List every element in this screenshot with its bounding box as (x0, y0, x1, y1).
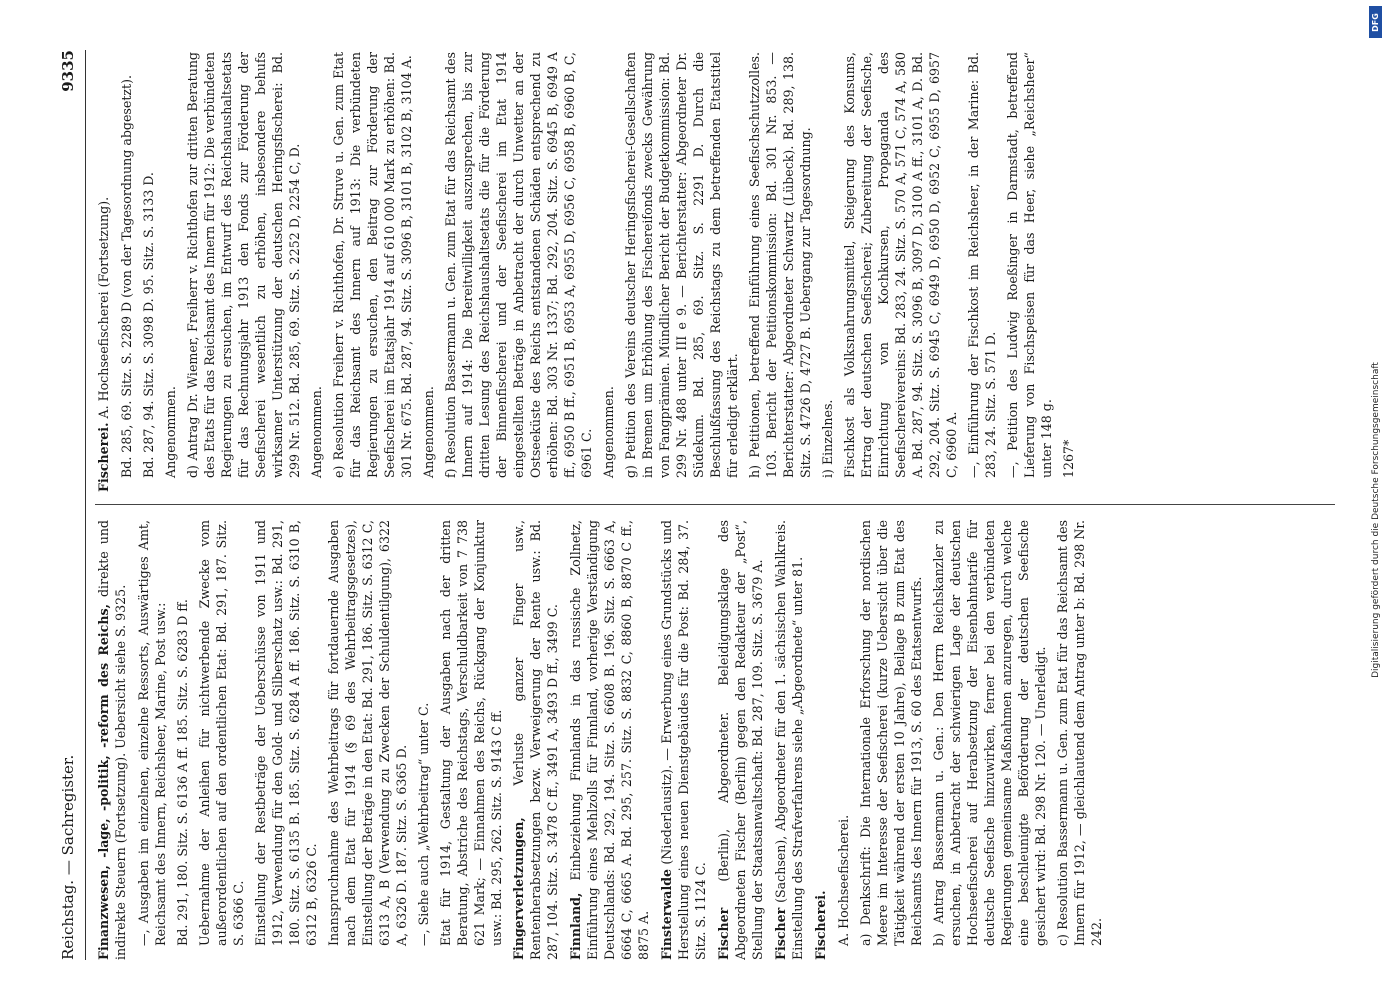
entry-finanzwesen (95, 520, 129, 960)
entry-text: Einbeziehung Finnlands in das russische Zollnetz, Einführung eines Mehlzolls für Finnland, vorherige Verständigung Deutschlands: Bd. 292, 194. Sitz. S. 6608 B. 196. Sitz. S. 6663 A, 6664 C, 6665 A. Bd. 295, 257. Sitz. S. 8832 C, 8860 B, 8870 C ff., 8875 A. (568, 520, 651, 960)
entry-fischerei-cont (95, 52, 112, 492)
subentry: e) Resolution Freiherr v. Richthofen, Dr. Struve u. Gen. zum Etat für das Reichsamt des Innern auf 1913: Die verbündeten Regierungen zu ersuchen, den Beitrag zur Förderung der Seefischerei im Etatsjahr 1914 auf 610 000 Mark zu erhöhen: Bd. 301 Nr. 675. Bd. 287, 94. Sitz. S. 3096 B, 3101 B, 3102 B, 3104 A. (331, 52, 414, 478)
status-text: Angenommen. (421, 386, 436, 478)
headword: Fischerei. (96, 422, 111, 492)
page-number: 9335 (59, 50, 77, 92)
subentry: g) Petition des Vereins deutscher Heringsfischerei-Gesellschaften in Bremen um Erhöhung des Fischereifonds zwecks Gewährung von Fangprämien. Mündlicher Bericht der Budgetkommission: Bd. 299 Nr. 488 unter III e 9. — Berichterstatter: Abgeordneter Dr. Südekum. Bd. 285, 69. Sitz. S. 2291 D. Durch die Beschlußfassung des Reichstags zu dem betreffenden Etatstitel für erledigt erklärt. (623, 52, 740, 478)
subentry: Einstellung der Restbeträge der Ueberschüsse von 1911 und 1912, Verwendung für den Gold- und Silberschatz usw.: Bd. 291, 180. Sitz. S. 6135 B. 185. Sitz. S. 6284 A ff. 186. Sitz. S. 6310 B, 6312 B, 6326 C. (253, 520, 319, 946)
entry-fischerei (812, 520, 829, 960)
headword: Fischer (716, 907, 731, 960)
subentry: —, Petition des Ludwig Roeßinger in Darmstadt, betreffend Lieferung von Fischspeisen für das Heer, siehe „Reichsheer“ unter 148 g. (1005, 52, 1054, 478)
subentry: a) Denkschrift: Die Internationale Erforschung der nordischen Meere im Interesse der Seefischerei (kurze Uebersicht über die Tätigkeit während der ersten 10 Jahre), Beilage B zum Etat des Reichsamts des Innern für 1913, S. 60 des Etatsentwurfs. (858, 520, 924, 946)
entry-text: (Niederlausitz). — Erwerbung eines Grundstücks und Herstellung eines neuen Dienstgebäudes für die Post: Bd. 284, 37. Sitz. S. 1124 C. (659, 520, 708, 960)
headword: Fischer (773, 907, 788, 960)
entry-fischer-berlin (715, 520, 766, 960)
entry-text: (Sachsen), Abgeordneter für den 1. sächsischen Wahlkreis. Einstellung des Strafverfahrens siehe „Abgeordnete“ unter 81. (773, 520, 805, 960)
header-rule (85, 50, 86, 960)
right-column (95, 52, 1335, 492)
headword: Fischerei. (813, 890, 828, 960)
subentry: Inanspruchnahme des Wehrbeitrags für fortdauernde Ausgaben nach dem Etat für 1914 (§ 69 des Wehrbeitragsgesetzes), Einstellung der Beträge in den Etat: Bd. 291, 186. Sitz. S. 6312 C, 6313 A, B (Verwendung zu Zwecken der Schuldentilgung), 6322 A, 6326 D. 187. Sitz. S. 6365 D. (326, 520, 409, 946)
subentry: Uebernahme der Anleihen für nichtwerbende Zwecke vom außerordentlichen auf den ordentlichen Etat: Bd. 291, 187. Sitz. S. 6366 C. (197, 520, 246, 946)
headword: Finanzwesen, -lage, -politik, -reform des Reichs, (96, 604, 111, 960)
subentry: f) Resolution Bassermann u. Gen. zum Etat für das Reichsamt des Innern auf 1914: Die Bereitwilligkeit auszusprechen, bis zur dritten Lesung des Reichshaushaltsetats die für die Förderung der Binnenfischerei und der Seefischerei im Etat 1914 eingestellten Beträge in Anbetracht der durch Unwetter an der Ostseeküste des Reichs entstandenen Schäden entsprechend zu erhöhen: Bd. 303 Nr. 1337; Bd. 292, 204. Sitz. S. 6945 B, 6949 A ff., 6950 B ff., 6951 B, 6953 A, 6955 D, 6956 C, 6958 B, 6960 B, C, 6961 C. (443, 52, 594, 478)
headword: Fingerverletzungen, (511, 817, 526, 960)
status-text: Angenommen. (601, 386, 616, 478)
subsection-title: i) Einzelnes. (820, 399, 835, 478)
subsection-title: A. Hochseefischerei. (836, 814, 851, 946)
subentry: —, Siehe auch „Wehrbeitrag“ unter C. (416, 702, 431, 946)
subentry: d) Antrag Dr. Wiemer, Freiherr v. Richthofen zur dritten Beratung des Etats für das Reichsamt des Innern für 1912: Die verbündeten Regierungen zu ersuchen, im Entwurf des Reichshaushaltsetats für das Rechnungsjahr 1913 den Fonds zur Förderung der Seefischerei wesentlich zu erhöhen, insbesondere behufs wirksamer Unterstützung der deutschen Heringsfischerei: Bd. 299 Nr. 512. Bd. 285, 69. Sitz. S. 2252 D, 2254 C, D. (185, 52, 302, 478)
subentry: Etat für 1914, Gestaltung der Ausgaben nach der dritten Beratung, Abstriche des Reichstags, Verschuldbarkeit von 7 738 621 Mark; — Einnahmen des Reichs, Rückgang der Konjunktur usw.: Bd. 295, 262. Sitz. S. 9143 C ff. (438, 520, 504, 946)
reference: Bd. 291, 180. Sitz. S. 6136 A ff. 185. Sitz. S. 6283 D ff. (175, 599, 190, 946)
headword: Finnland, (568, 892, 583, 960)
entry-finnland (567, 520, 652, 960)
status-text: Angenommen. (163, 386, 178, 478)
subentry: —, Einführung der Fischkost im Reichsheer, in der Marine: Bd. 283, 24. Sitz. S. 571 D. (966, 52, 998, 478)
left-column (95, 520, 1335, 960)
headword: Finsterwalde (659, 868, 674, 960)
reference: Bd. 287, 94. Sitz. S. 3098 D. 95. Sitz. S. 3133 D. (141, 172, 156, 478)
subentry: h) Petitionen, betreffend Einführung eines Seefischschutzzolles. 103. Bericht der Petitionskommission: Bd. 301 Nr. 853. — Berichterstatter: Abgeordneter Schwartz (Lübeck). Bd. 289, 138. Sitz. S. 4726 D, 4727 B. Uebergang zur Tagesordnung. (747, 52, 813, 478)
subentry: —, Ausgaben im einzelnen, einzelne Ressorts, Auswärtiges Amt, Reichsamt des Innern, Reichsheer, Marine, Post usw.: (136, 520, 168, 946)
rotated-page-content (55, 50, 1345, 960)
entry-fingerverletzungen (510, 520, 561, 960)
signature-mark: 1267* (1061, 439, 1076, 478)
entry-fischer-sachsen (772, 520, 806, 960)
status-text: Angenommen. (309, 386, 324, 478)
subentry: b) Antrag Bassermann u. Gen.: Den Herrn Reichskanzler zu ersuchen, in Anbetracht der schwierigen Lage der deutschen Hochseefischerei auf Herabsetzung der Eisenbahntarife für deutsche Seefische hinzuwirken, ferner bei den verbündeten Regierungen gemeinsame Maßnahmen anzuregen, durch welche eine beschleunigte Beförderung der deutschen Seefische gesichert wird: Bd. 298 Nr. 120. — Unerledigt. (931, 520, 1048, 946)
dfg-logo-text: DFG (1371, 12, 1381, 32)
entry-finsterwalde (658, 520, 709, 960)
entry-text: direkte und indirekte Steuern (Fortsetzung). Uebersicht siehe S. 9325. (96, 520, 128, 960)
running-header (55, 50, 85, 960)
entry-text: Verluste ganzer Finger usw., Rentenherabsetzungen bezw. Verweigerung der Rente usw.: Bd. 287, 104. Sitz. S. 3478 C ff., 3491 A, 3493 D ff., 3499 C. (511, 520, 560, 960)
column-rule (95, 504, 1335, 505)
entry-text: (Berlin), Abgeordneter. Beleidigungsklage des Abgeordneten Fischer (Berlin) gegen den Redakteur der „Post“, Stellung der Staatsanwaltschaft: Bd. 287, 109. Sitz. S. 3679 A. (716, 520, 765, 960)
header-title: Reichstag. — Sachregister. (59, 754, 77, 960)
reference: Bd. 285, 69. Sitz. S. 2289 D (von der Tagesordnung abgesetzt). (119, 75, 134, 478)
subsection-title: A. Hochseefischerei (Fortsetzung). (96, 196, 111, 419)
subentry: c) Resolution Bassermann u. Gen. zum Etat für das Reichsamt des Innern für 1912, — gleichlautend dem Antrag unter b: Bd. 298 Nr. 242. (1055, 520, 1104, 946)
dfg-logo (1369, 6, 1382, 38)
subentry: Fischkost als Volksnahrungsmittel, Steigerung des Konsums, Ertrag der deutschen Seefischerei; Zubereitung der Seefische, Einrichtung von Kochkursen, Propaganda des Seefischereivereins: Bd. 283, 24. Sitz. S. 570 A, 571 C, 574 A, 580 A. Bd. 287, 94. Sitz. S. 3096 B, 3097 D, 3100 A ff., 3101 A, D. Bd. 292, 204. Sitz. S. 6945 C, 6949 D, 6950 D, 6952 C, 6955 D, 6957 C, 6960 A. (842, 52, 959, 478)
funding-notice-text: Digitalisierung gefördert durch die Deutsche Forschungsgemeinschaft (1371, 362, 1381, 678)
